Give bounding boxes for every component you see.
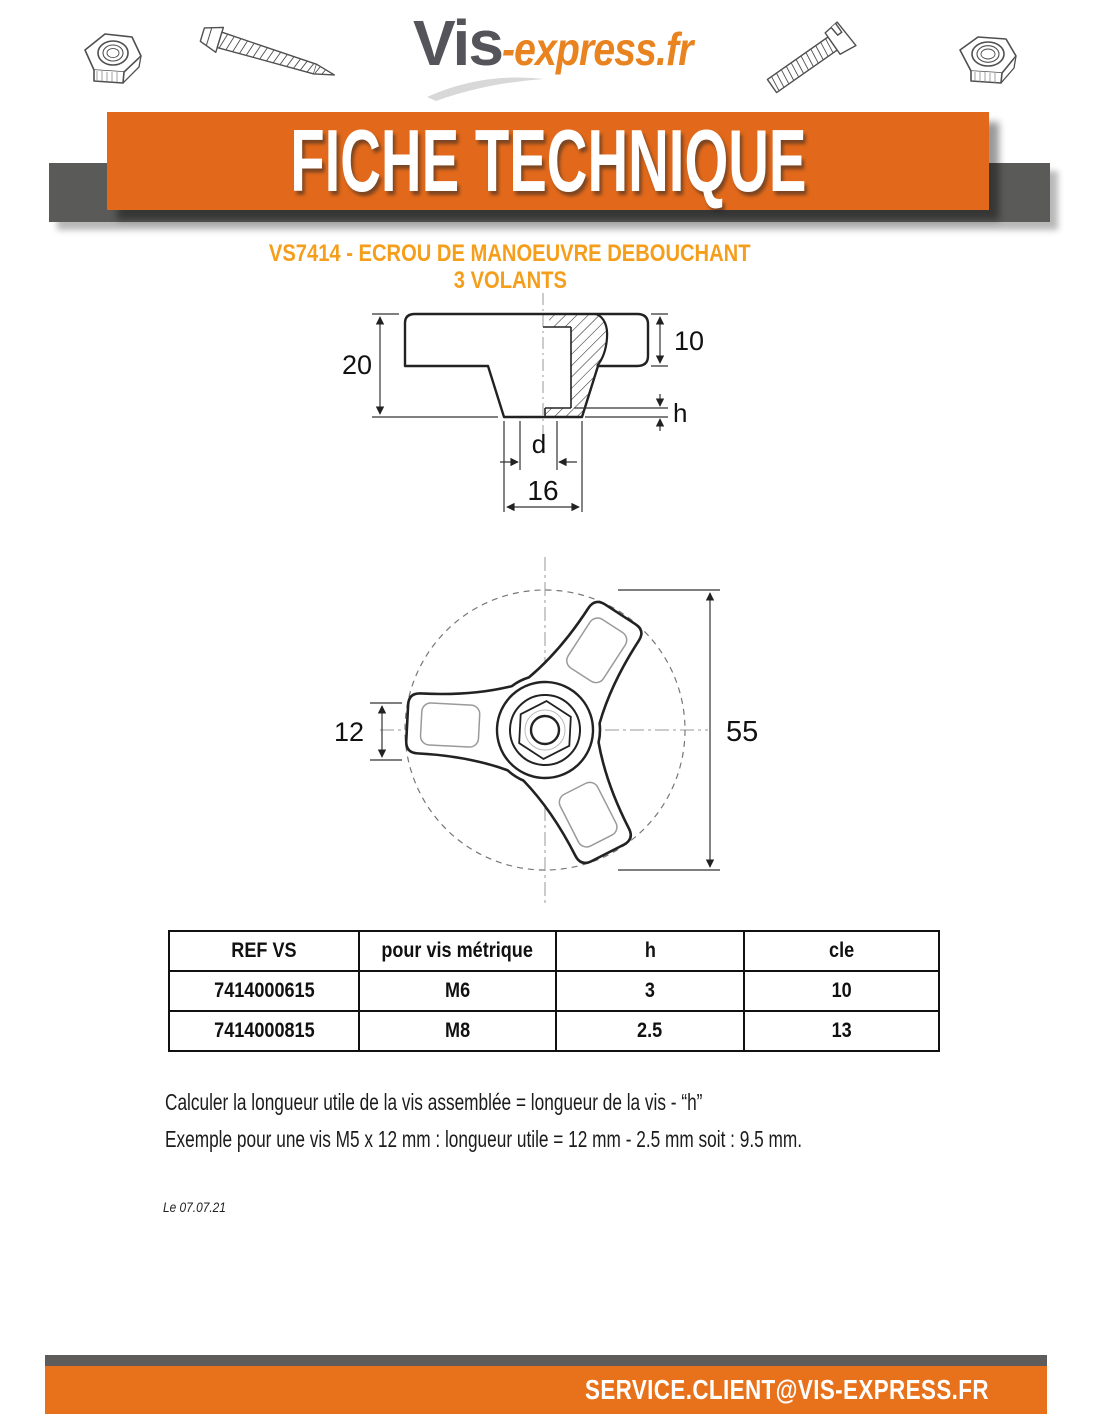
table-row [169, 1011, 939, 1051]
logo-gray-text: Vis [413, 7, 502, 79]
header-cle: cle [744, 931, 939, 971]
hex-nut-icon [75, 26, 145, 90]
footer-orange-bar [45, 1366, 1047, 1414]
cell-cle: 10 [744, 971, 939, 1011]
cell-cle: 13 [744, 1011, 939, 1051]
logo-swoosh [424, 70, 549, 102]
dim-10-label: 10 [674, 326, 705, 356]
dim-h-label: h [673, 398, 688, 428]
cell-metric: M6 [359, 971, 556, 1011]
bore-lines [543, 327, 571, 417]
product-title-line1: VS7414 - ECROU DE MANOEUVRE DEBOUCHANT [269, 240, 751, 267]
dim-d-label: d [531, 429, 547, 459]
table-header-row [169, 931, 939, 971]
dim-20-label: 20 [341, 350, 373, 380]
header-h: h [556, 931, 744, 971]
cell-metric: M8 [359, 1011, 556, 1051]
vis-express-logo [413, 6, 726, 80]
dim-10 [651, 314, 668, 366]
footer [45, 1355, 1047, 1414]
header-pour-vis-metrique: pour vis métrique [359, 931, 556, 971]
knob-side-profile [405, 314, 648, 417]
service-email: SERVICE.CLIENT@VIS-EXPRESS.FR [585, 1374, 989, 1405]
logo-orange-text: -express.fr [501, 23, 693, 75]
revision-date: Le 07.07.21 [163, 1199, 226, 1215]
countersunk-screw-icon [195, 10, 355, 90]
header-ref-vs: REF VS [169, 931, 359, 971]
cell-h: 3 [556, 971, 744, 1011]
machine-screw-icon [758, 14, 873, 102]
dim-12 [370, 703, 402, 760]
spec-table [168, 930, 940, 1052]
dim-16-label: 16 [527, 475, 559, 506]
footer-gray-strip [45, 1355, 1047, 1366]
dim-12-label: 12 [333, 717, 364, 747]
product-title-line2: 3 VOLANTS [453, 267, 567, 294]
cell-h: 2.5 [556, 1011, 744, 1051]
cell-ref: 7414000615 [169, 971, 359, 1011]
top-view-drawing [330, 545, 780, 920]
note-example: Exemple pour une vis M5 x 12 mm : longueur utile = 12 mm - 2.5 mm soit : 9.5 mm. [165, 1126, 803, 1152]
banner-title: FICHE TECHNIQUE [289, 111, 807, 210]
note-formula: Calculer la longueur utile de la vis assemblée = longueur de la vis - “h” [165, 1089, 703, 1115]
side-view-drawing [330, 290, 770, 520]
table-row [169, 971, 939, 1011]
dim-55-label: 55 [726, 716, 759, 748]
hex-nut-icon [952, 30, 1024, 92]
cell-ref: 7414000815 [169, 1011, 359, 1051]
product-title [0, 240, 1020, 294]
knob-top-view [400, 592, 643, 865]
fiche-technique-banner [107, 112, 989, 210]
